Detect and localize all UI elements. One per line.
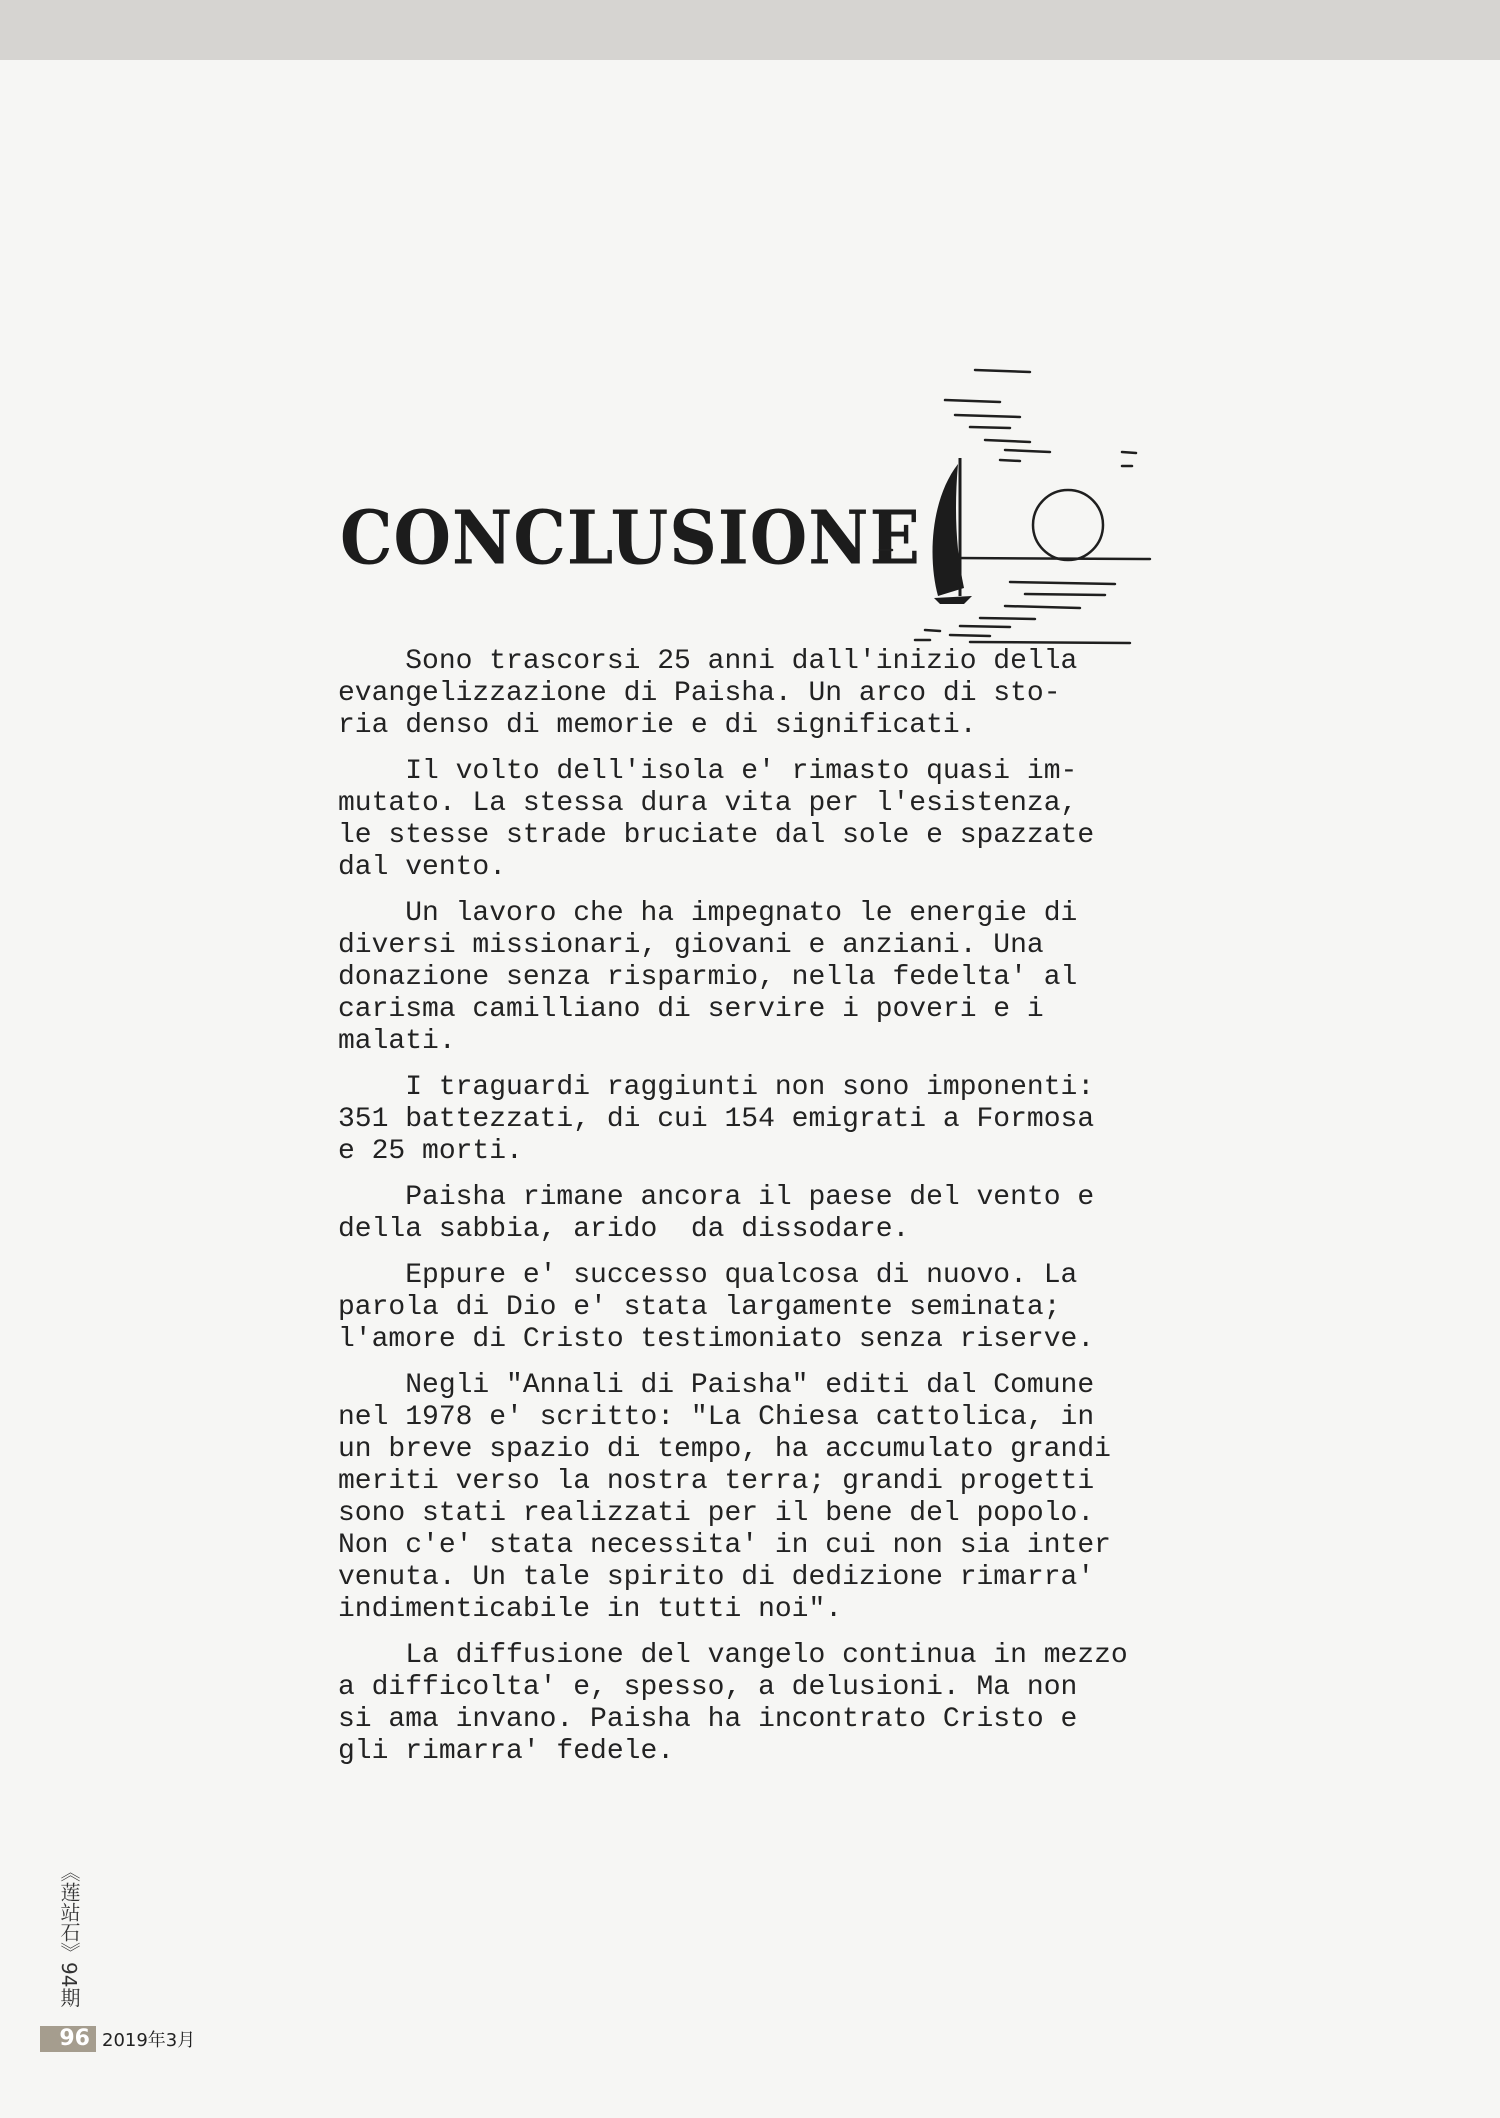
paragraph-5: Paisha rimane ancora il paese del vento e della sabbia, arido da dissodare. <box>338 1182 1095 1245</box>
paragraph-3: Un lavoro che ha impegnato le energie di diversi missionari, giovani e anziani. Una donazione senza risparmio, nella fedelta' al carisma camilliano di servire i poveri e i malati. <box>338 898 1078 1057</box>
page-title: CONCLUSIONE <box>340 494 921 582</box>
paragraph-2: Il volto dell'isola e' rimasto quasi im- mutato. La stessa dura vita per l'esistenza, le stesse strade bruciate dal sole e spazzate dal vento. <box>338 756 1095 883</box>
page-footer <box>40 2026 195 2052</box>
issue-date: 2019年3月 <box>102 2030 196 2051</box>
paragraph-7: Negli "Annali di Paisha" editi dal Comune nel 1978 e' scritto: "La Chiesa cattolica, in un breve spazio di tempo, ha accumulato grandi meriti verso la nostra terra; grandi progetti sono stati realizzati per il bene del popolo. Non c'e' stata necessita' in cui non sia inter venuta. Un tale spirito di dedizione rimarra' indimenticabile in tutti noi". <box>338 1370 1111 1625</box>
article-body <box>338 646 1238 1782</box>
page-number: 96 <box>40 2026 96 2052</box>
sailboat-sunset-illustration <box>860 360 1160 650</box>
paragraph-6: Eppure e' successo qualcosa di nuovo. La parola di Dio e' stata largamente seminata; l'amore di Cristo testimoniato senza riserve. <box>338 1260 1095 1355</box>
journal-issue-caption: 《莲站石》94期 <box>57 1862 81 2008</box>
paragraph-1: Sono trascorsi 25 anni dall'inizio della evangelizzazione di Paisha. Un arco di sto- ria denso di memorie e di significati. <box>338 646 1078 741</box>
scan-top-band <box>0 0 1500 60</box>
paragraph-8: La diffusione del vangelo continua in mezzo a difficolta' e, spesso, a delusioni. Ma non si ama invano. Paisha ha incontrato Cristo e gli rimarra' fedele. <box>338 1640 1128 1767</box>
paragraph-4: I traguardi raggiunti non sono imponenti: 351 battezzati, di cui 154 emigrati a Formosa e 25 morti. <box>338 1072 1095 1167</box>
